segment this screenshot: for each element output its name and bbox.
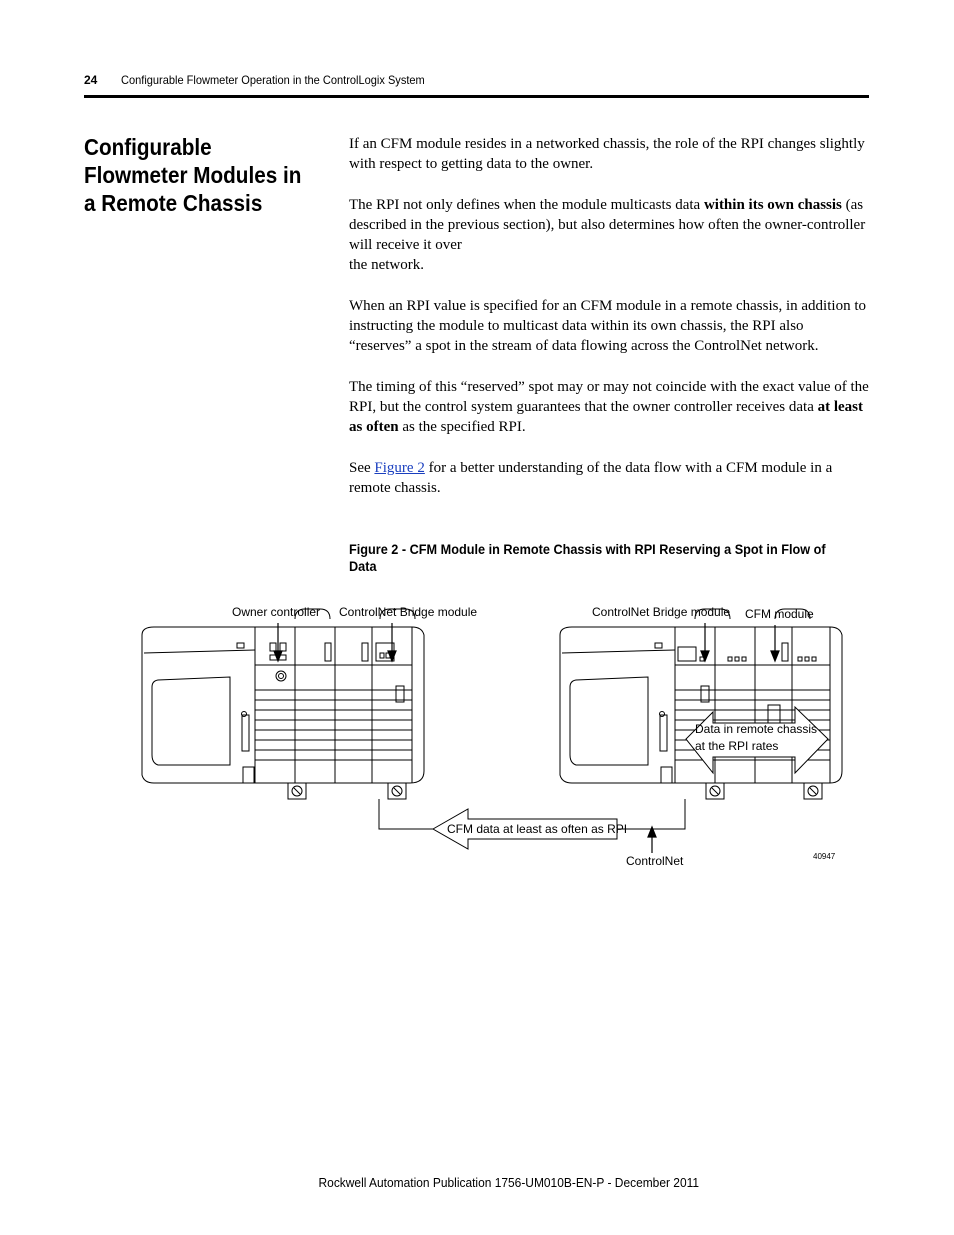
label-data-remote-1: Data in remote chassis <box>695 722 818 736</box>
label-bridge-remote: ControlNet Bridge module <box>592 605 731 619</box>
paragraph-2-text-c: the network. <box>349 257 424 274</box>
body-text <box>349 134 869 518</box>
running-header: Configurable Flowmeter Operation in the ControlLogix System <box>121 73 425 87</box>
page-number: 24 <box>84 73 98 87</box>
paragraph-5-text-b: for a better understanding of the data flow with a CFM module in a remote chassis. <box>349 459 833 496</box>
figure-2-link[interactable]: Figure 2 <box>374 459 425 476</box>
footer-publication: Rockwell Automation Publication 1756-UM010B-EN-P - December 2011 <box>318 1175 699 1190</box>
section-title: Configurable Flowmeter Modules in a Remote Chassis <box>84 134 302 216</box>
paragraph-2-text-a: The RPI not only defines when the module multicasts data <box>349 196 704 213</box>
paragraph-2-text-b: (as described in the previous section), but also determines how often the owner-controller will receive it over <box>349 196 866 254</box>
local-chassis <box>142 609 424 799</box>
paragraph-4 <box>349 377 869 438</box>
paragraph-5 <box>349 458 869 499</box>
paragraph-2 <box>349 195 869 276</box>
label-cfm-data: CFM data at least as often as RPI <box>447 822 628 836</box>
controlnet-diagram <box>130 595 870 875</box>
figure-id: 40947 <box>813 852 836 861</box>
figure-caption: Figure 2 - CFM Module in Remote Chassis with RPI Reserving a Spot in Flow of Data <box>349 542 826 574</box>
label-cfm-module: CFM module <box>745 607 814 621</box>
page-footer <box>0 1175 954 1190</box>
remote-chassis <box>560 609 842 799</box>
paragraph-4-bold: at least as often <box>349 398 864 436</box>
paragraph-5-text-a: See <box>349 459 375 476</box>
label-controlnet: ControlNet <box>626 854 684 868</box>
paragraph-4-text-b: as the specified RPI. <box>398 419 526 436</box>
label-owner-controller: Owner controller <box>232 605 321 619</box>
paragraph-2-bold: within its own chassis <box>703 196 842 213</box>
header-rule <box>84 95 869 98</box>
paragraph-1: If an CFM module resides in a networked chassis, the role of the RPI changes slightly with respect to getting data to the owner. <box>349 136 865 173</box>
paragraph-4-text-a: The timing of this “reserved” spot may or may not coincide with the exact value of the RPI, but the control system guarantees that the owner controller receives data <box>349 378 869 415</box>
paragraph-3: When an RPI value is specified for an CFM module in a remote chassis, in addition to instructing the module to multicast data within its own chassis, the RPI also “reserves” a spot in the stream of data flowing across the ControlNet network. <box>349 297 866 355</box>
label-data-remote-2: at the RPI rates <box>695 739 779 753</box>
label-bridge-local: ControlNet Bridge module <box>339 605 478 619</box>
